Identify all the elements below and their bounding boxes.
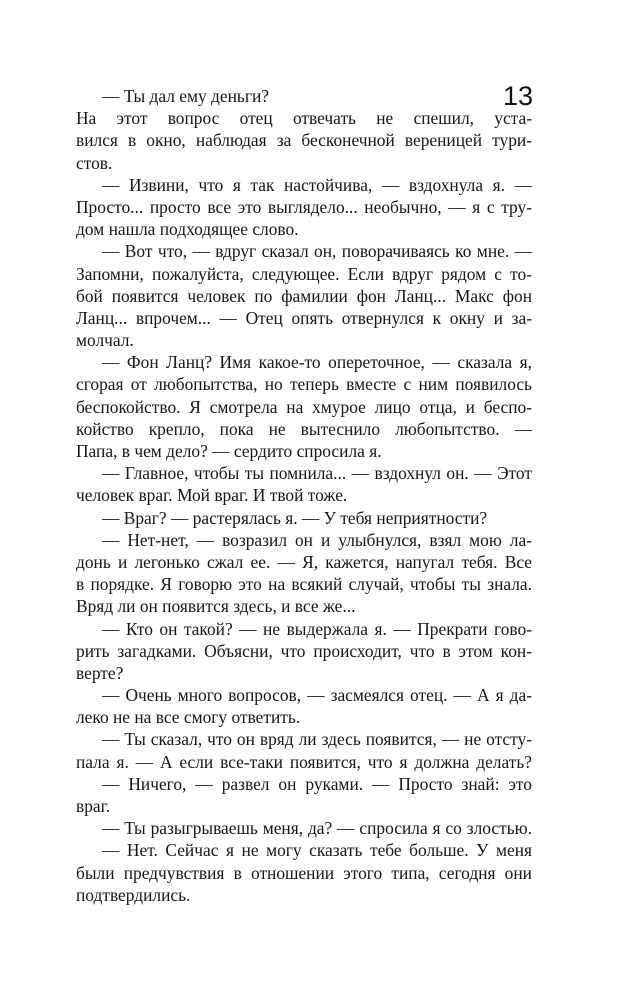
text-line: — Кто он такой? — не выдержала я. — Прекрати гово-: [102, 618, 532, 639]
text-line: сгорая от любопытства, но теперь вместе с ним появилось: [76, 374, 532, 395]
text-line: Запомни, пожалуйста, следующее. Если вдруг рядом с то-: [76, 263, 532, 284]
text-line: враг.: [76, 796, 111, 816]
text-line: — Очень много вопросов, — засмеялся отец. — А я да-: [102, 685, 532, 706]
text-line: в порядке. Я говорю это на всякий случай, чтобы ты знала.: [76, 574, 532, 595]
body-text: [76, 81, 534, 906]
text-line: Вряд ли он появится здесь, и все же...: [76, 596, 356, 617]
text-line: бой появится человек по фамилии фон Ланц... Макс фон: [76, 285, 532, 306]
text-line: — Фон Ланц? Имя какое-то опереточное, — сказала я,: [102, 352, 532, 373]
text-line: Папа, в чем дело? — сердито спросила я.: [76, 441, 382, 461]
text-line: — Ты сказал, что он вряд ли здесь появится, — не отсту-: [102, 729, 532, 750]
text-line: — Враг? — растерялась я. — У тебя неприятности?: [102, 507, 488, 528]
text-line: — Нет. Сейчас я не могу сказать тебе больше. У меня: [102, 840, 532, 861]
text-line: — Главное, чтобы ты помнила... — вздохнул он. — Этот: [102, 463, 532, 484]
text-line: — Извини, что я так настойчива, — вздохнула я. —: [102, 174, 532, 195]
text-line: На этот вопрос отец отвечать не спешил, уста-: [76, 108, 532, 129]
text-line: пала я. — А если все-таки появится, что я должна делать?: [76, 751, 532, 772]
text-line: — Вот что, — вдруг сказал он, поворачиваясь ко мне. —: [102, 241, 532, 262]
text-line: дом нашла подходящее слово.: [76, 219, 299, 240]
text-line: — Ты дал ему деньги?: [102, 86, 270, 106]
page-number: 13: [503, 81, 534, 111]
text-line: леко не на все смогу ответить.: [76, 707, 301, 728]
text-line: вился в окно, наблюдая за бесконечной вереницей тури-: [76, 130, 532, 151]
text-line: рить загадками. Объясни, что происходит, что в этом кон-: [76, 640, 532, 661]
text-line: верте?: [76, 662, 124, 683]
text-line: — Нет-нет, — возразил он и улыбнулся, взял мою ла-: [102, 529, 532, 550]
text-line: — Ты разыгрываешь меня, да? — спросила я со злостью.: [102, 818, 532, 839]
text-line: донь и легонько сжал ее. — Я, кажется, напугал тебя. Все: [76, 551, 532, 572]
text-line: были предчувствия в отношении этого типа, сегодня они: [76, 862, 532, 883]
text-line: беспокойство. Я смотрела на хмурое лицо отца, и беспо-: [76, 396, 532, 417]
text-line: Ланц... впрочем... — Отец опять отвернулся к окну и за-: [76, 307, 532, 328]
text-line: молчал.: [76, 330, 134, 351]
text-line: стов.: [76, 152, 113, 173]
text-line: человек враг. Мой враг. И твой тоже.: [76, 485, 348, 506]
text-line: — Ничего, — развел он руками. — Просто знай: это: [102, 773, 532, 794]
text-line: подтвердились.: [76, 884, 191, 905]
text-line: койство крепло, пока не вытеснило любопытство. —: [76, 418, 532, 439]
text-line: Просто... просто все это выглядело... необычно, — я с тру-: [76, 196, 532, 217]
